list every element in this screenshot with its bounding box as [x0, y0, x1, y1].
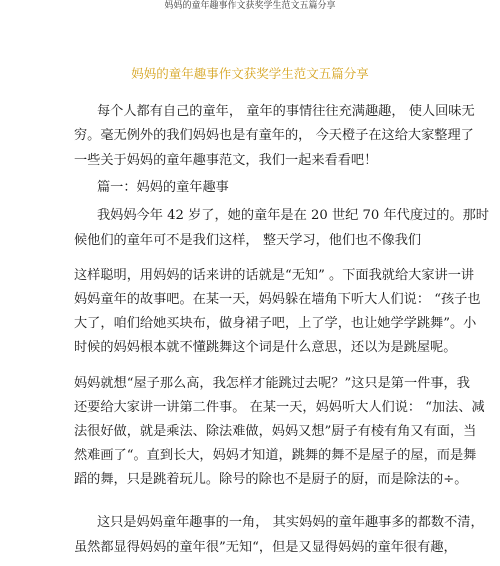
paragraph-line: 然难画了“。直到长大，妈妈才知道，跳舞的舞不是屋子的屋，而是舞 — [74, 448, 477, 463]
paragraph-line: 还要给大家讲一讲第二件事。 在某一天，妈妈听大人们说： “加法、减 — [74, 400, 485, 415]
paragraph-line: 妈妈就想“屋子那么高，我怎样才能跳过去呢？”这只是第一件事，我 — [74, 376, 470, 391]
paragraph-line: 穷。毫无例外的我们妈妈也是有童年的， 今天橙子在这给大家整理了 — [74, 128, 474, 143]
paragraph-line: 蹈的舞，只是跳着玩儿。除号的除也不是厨子的厨，而是除法的÷。 — [74, 472, 468, 487]
paragraph-line: 候他们的童年可不是我们这样， 整天学习，他们也不像我们 — [74, 233, 422, 248]
paragraph-line: 虽然都显得妈妈的童年很”无知“，但是又显得妈妈的童年很有趣， — [74, 540, 457, 555]
paragraph-line: 大了，咱们给她买块布，做身裙子吧，上了学，也让她学学跳舞”。小 — [74, 316, 477, 331]
paragraph-line: 一些关于妈妈的童年趣事范文，我们一起来看看吧！ — [74, 153, 378, 168]
paragraph-line: 这样聪明，用妈妈的话来讲的话就是“无知” 。下面我就给大家讲一讲 — [74, 268, 475, 283]
paragraph-line: 每个人都有自己的童年， 童年的事情往往充满趣趣， 使人回味无 — [97, 104, 475, 119]
page-header: 妈妈的童年趣事作文获奖学生范文五篇分享 — [164, 1, 336, 11]
paragraph-line: 时候的妈妈根本就不懂跳舞这个词是什么意思，还以为是跳屋呢。 — [74, 340, 457, 355]
paragraph-line: 法很好做，就是乘法、除法难做，妈妈又想”厨子有棱有角又有面，当 — [74, 424, 477, 439]
paragraph-line: 我妈妈今年 42 岁了，她的童年是在 20 世纪 70 年代度过的。那时 — [97, 208, 489, 223]
paragraph-line: 这只是妈妈童年趣事的一角， 其实妈妈的童年趣事多的都数不清， — [97, 515, 484, 530]
paragraph-line: 妈妈童年的故事吧。在某一天，妈妈躲在墙角下听大人们说： “孩子也 — [74, 292, 481, 307]
article-title: 妈妈的童年趣事作文获奖学生范文五篇分享 — [131, 66, 369, 81]
section-heading: 篇一：妈妈的童年趣事 — [97, 180, 229, 195]
